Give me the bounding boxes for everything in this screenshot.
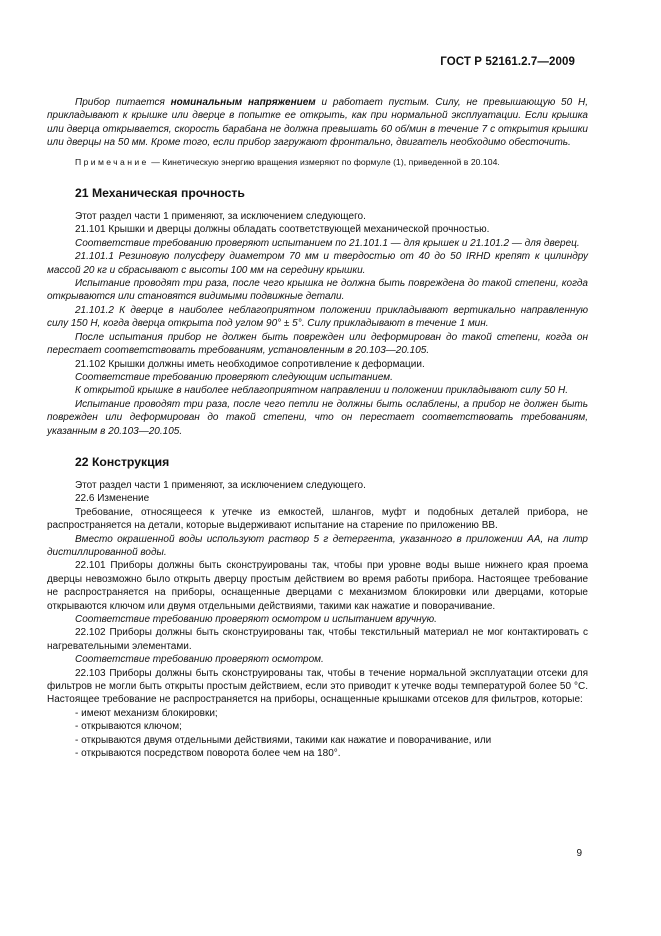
list-item: - открываются посредством поворота более чем на 180°. — [75, 748, 341, 760]
section-22-heading: 22 Конструкция — [75, 454, 170, 469]
s22-para-5: 22.101 Приборы должны быть сконструированы так, чтобы при уровне воды выше нижнего края проема дверцы невозможно было открыть дверцу простым действием во время работы прибора. Настоящее требование не распространяется на приборы, оснащенные дверцами с механизмом блокировки или дверцами, которые открываются ключом или двумя отдельными действиями, такими как нажатие и поворачивание. — [47, 560, 588, 612]
intro-text-c: и работает пустым. Силу, не превышающую 50 Н, прикладывают к крышке или дверце в попытке ее открыть, как при нормальной эксплуатации. Если крышка или дверца открывается, скорость барабана не должна превышать 60 об/мин в течение 7 с открытия крышки или дверцы на 50 мм. Кроме того, если прибор загружают фронтально, двигатель необходимо обесточить. — [47, 97, 588, 149]
s22-para-2: 22.6 Изменение — [75, 493, 150, 505]
page-content — [47, 96, 588, 760]
s21-para-2: 21.101 Крышки и дверцы должны обладать соответствующей механической прочностью. — [75, 224, 490, 236]
s21-para-5: Испытание проводят три раза, после чего крышка не должна быть повреждена до такой степени, когда открываются или становятся видимыми подвижные детали. — [47, 278, 588, 303]
s21-para-6: 21.101.2 К дверце в наиболее неблагоприятном положении прикладывают вертикально направленную силу 150 Н, когда дверца открыта под углом 90° ± 5°. Силу прикладывают в течение 1 мин. — [47, 304, 588, 330]
note-label: Примечание — [75, 156, 149, 167]
s22-para-9: 22.103 Приборы должны быть сконструированы так, чтобы в течение нормальной эксплуатации отсеки для фильтров не могли быть открыты простым действием, если это приводит к утечке воды температурой более 50 °С. Настоящее требование не распространяется на приборы, оснащенные крышками отсеков для фильтров, которые: — [47, 667, 588, 706]
s22-para-1: Этот раздел части 1 применяют, за исключением следующего. — [75, 479, 366, 491]
intro-paragraph — [47, 96, 588, 150]
s21-para-3: Соответствие требованию проверяют испытанием по 21.101.1 — для крышек и 21.101.2 — для дверец. — [75, 237, 580, 249]
s21-para-1: Этот раздел части 1 применяют, за исключением следующего. — [75, 211, 366, 223]
note-text: — Кинетическую энергию вращения измеряют по формуле (1), приведенной в 20.104. — [148, 156, 500, 167]
s21-para-7: После испытания прибор не должен быть поврежден или деформирован до такой степени, когда он перестает соответствовать требованиям, установленным в 20.103—20.105. — [47, 331, 588, 357]
filter-compartment-list — [47, 707, 588, 761]
s21-para-4: 21.101.1 Резиновую полусферу диаметром 70 мм и твердостью от 40 до 50 IRHD крепят к цилиндру массой 20 кг и сбрасывают с высоты 100 мм на середину крышки. — [47, 251, 588, 276]
document-id: ГОСТ Р 52161.2.7—2009 — [440, 56, 575, 68]
s22-para-6: Соответствие требованию проверяют осмотром и испытанием вручную. — [75, 614, 437, 625]
section-21-heading: 21 Механическая прочность — [75, 186, 245, 201]
page-number: 9 — [576, 848, 582, 859]
intro-text-bold: номинальным напряжением — [170, 97, 316, 108]
intro-text-a: Прибор питается — [75, 97, 171, 108]
list-item: - имеют механизм блокировки; — [75, 707, 218, 719]
s22-para-7: 22.102 Приборы должны быть сконструированы так, чтобы текстильный материал не мог контактировать с нагревательными элементами. — [47, 627, 588, 652]
s22-para-8: Соответствие требованию проверяют осмотром. — [75, 654, 324, 666]
s21-para-9: Соответствие требованию проверяют следующим испытанием. — [75, 371, 393, 383]
s22-para-3: Требование, относящееся к утечке из емкостей, шлангов, муфт и подобных деталей прибора, не распространяется на детали, которые выдерживают испытание на старение по приложению ВВ. — [47, 506, 588, 532]
s21-para-11: Испытание проводят три раза, после чего петли не должны быть ослаблены, а прибор не должен быть поврежден или деформирован до такой степени, что он перестает соответствовать требованиям, указанным в 20.103—20.105. — [47, 398, 588, 437]
note — [47, 156, 588, 169]
s21-para-8: 21.102 Крышки должны иметь необходимое сопротивление к деформации. — [75, 358, 425, 370]
list-item: - открываются ключом; — [75, 721, 182, 733]
s21-para-10: К открытой крышке в наиболее неблагоприятном направлении и положении прикладывают силу 50 Н. — [75, 385, 568, 397]
list-item: - открываются двумя отдельными действиями, такими как нажатие и поворачивание, или — [75, 734, 492, 746]
s22-para-4: Вместо окрашенной воды используют раствор 5 г детергента, указанного в приложении АА, на литр дистиллированной воды. — [47, 533, 588, 558]
